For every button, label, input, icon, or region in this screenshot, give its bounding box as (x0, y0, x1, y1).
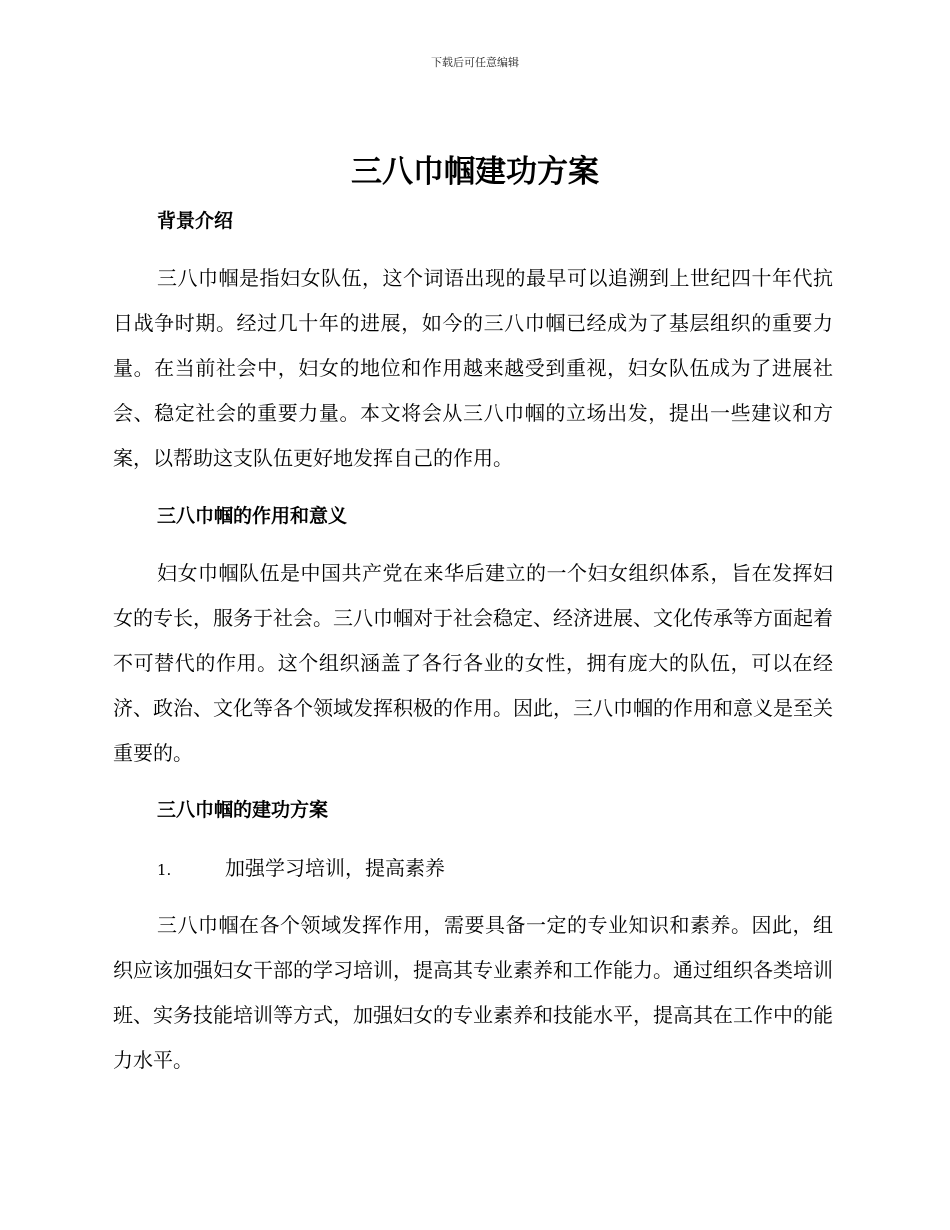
paragraph-background: 三八巾帼是指妇女队伍，这个词语出现的最早可以追溯到上世纪四十年代抗日战争时期。经过几十年的进展，如今的三八巾帼已经成为了基层组织的重要力量。在当前社会中，妇女的地位和作用越来越受到重视，妇女队伍成为了进展社会、稳定社会的重要力量。本文将会从三八巾帼的立场出发，提出一些建议和方案，以帮助这支队伍更好地发挥自己的作用。 (113, 266, 833, 470)
document-title: 三八巾帼建功方案 (351, 154, 599, 190)
header-note: 下载后可任意编辑 (431, 56, 519, 69)
paragraph-training: 三八巾帼在各个领域发挥作用，需要具备一定的专业知识和素养。因此，组织应该加强妇女干部的学习培训，提高其专业素养和工作能力。通过组织各类培训班、实务技能培训等方式，加强妇女的专业素养和技能水平，提高其在工作中的能力水平。 (113, 913, 833, 1072)
section-heading-plan: 三八巾帼的建功方案 (157, 799, 329, 821)
list-item-number: 1. (157, 861, 172, 879)
list-item (157, 852, 445, 886)
list-item-text: 加强学习培训，提高素养 (225, 856, 445, 880)
section-heading-role: 三八巾帼的作用和意义 (157, 505, 348, 527)
paragraph-role: 妇女巾帼队伍是中国共产党在来华后建立的一个妇女组织体系，旨在发挥妇女的专长，服务于社会。三八巾帼对于社会稳定、经济进展、文化传承等方面起着不可替代的作用。这个组织涵盖了各行各业的女性，拥有庞大的队伍，可以在经济、政治、文化等各个领域发挥积极的作用。因此，三八巾帼的作用和意义是至关重要的。 (113, 561, 833, 765)
section-heading-background: 背景介绍 (157, 210, 234, 232)
